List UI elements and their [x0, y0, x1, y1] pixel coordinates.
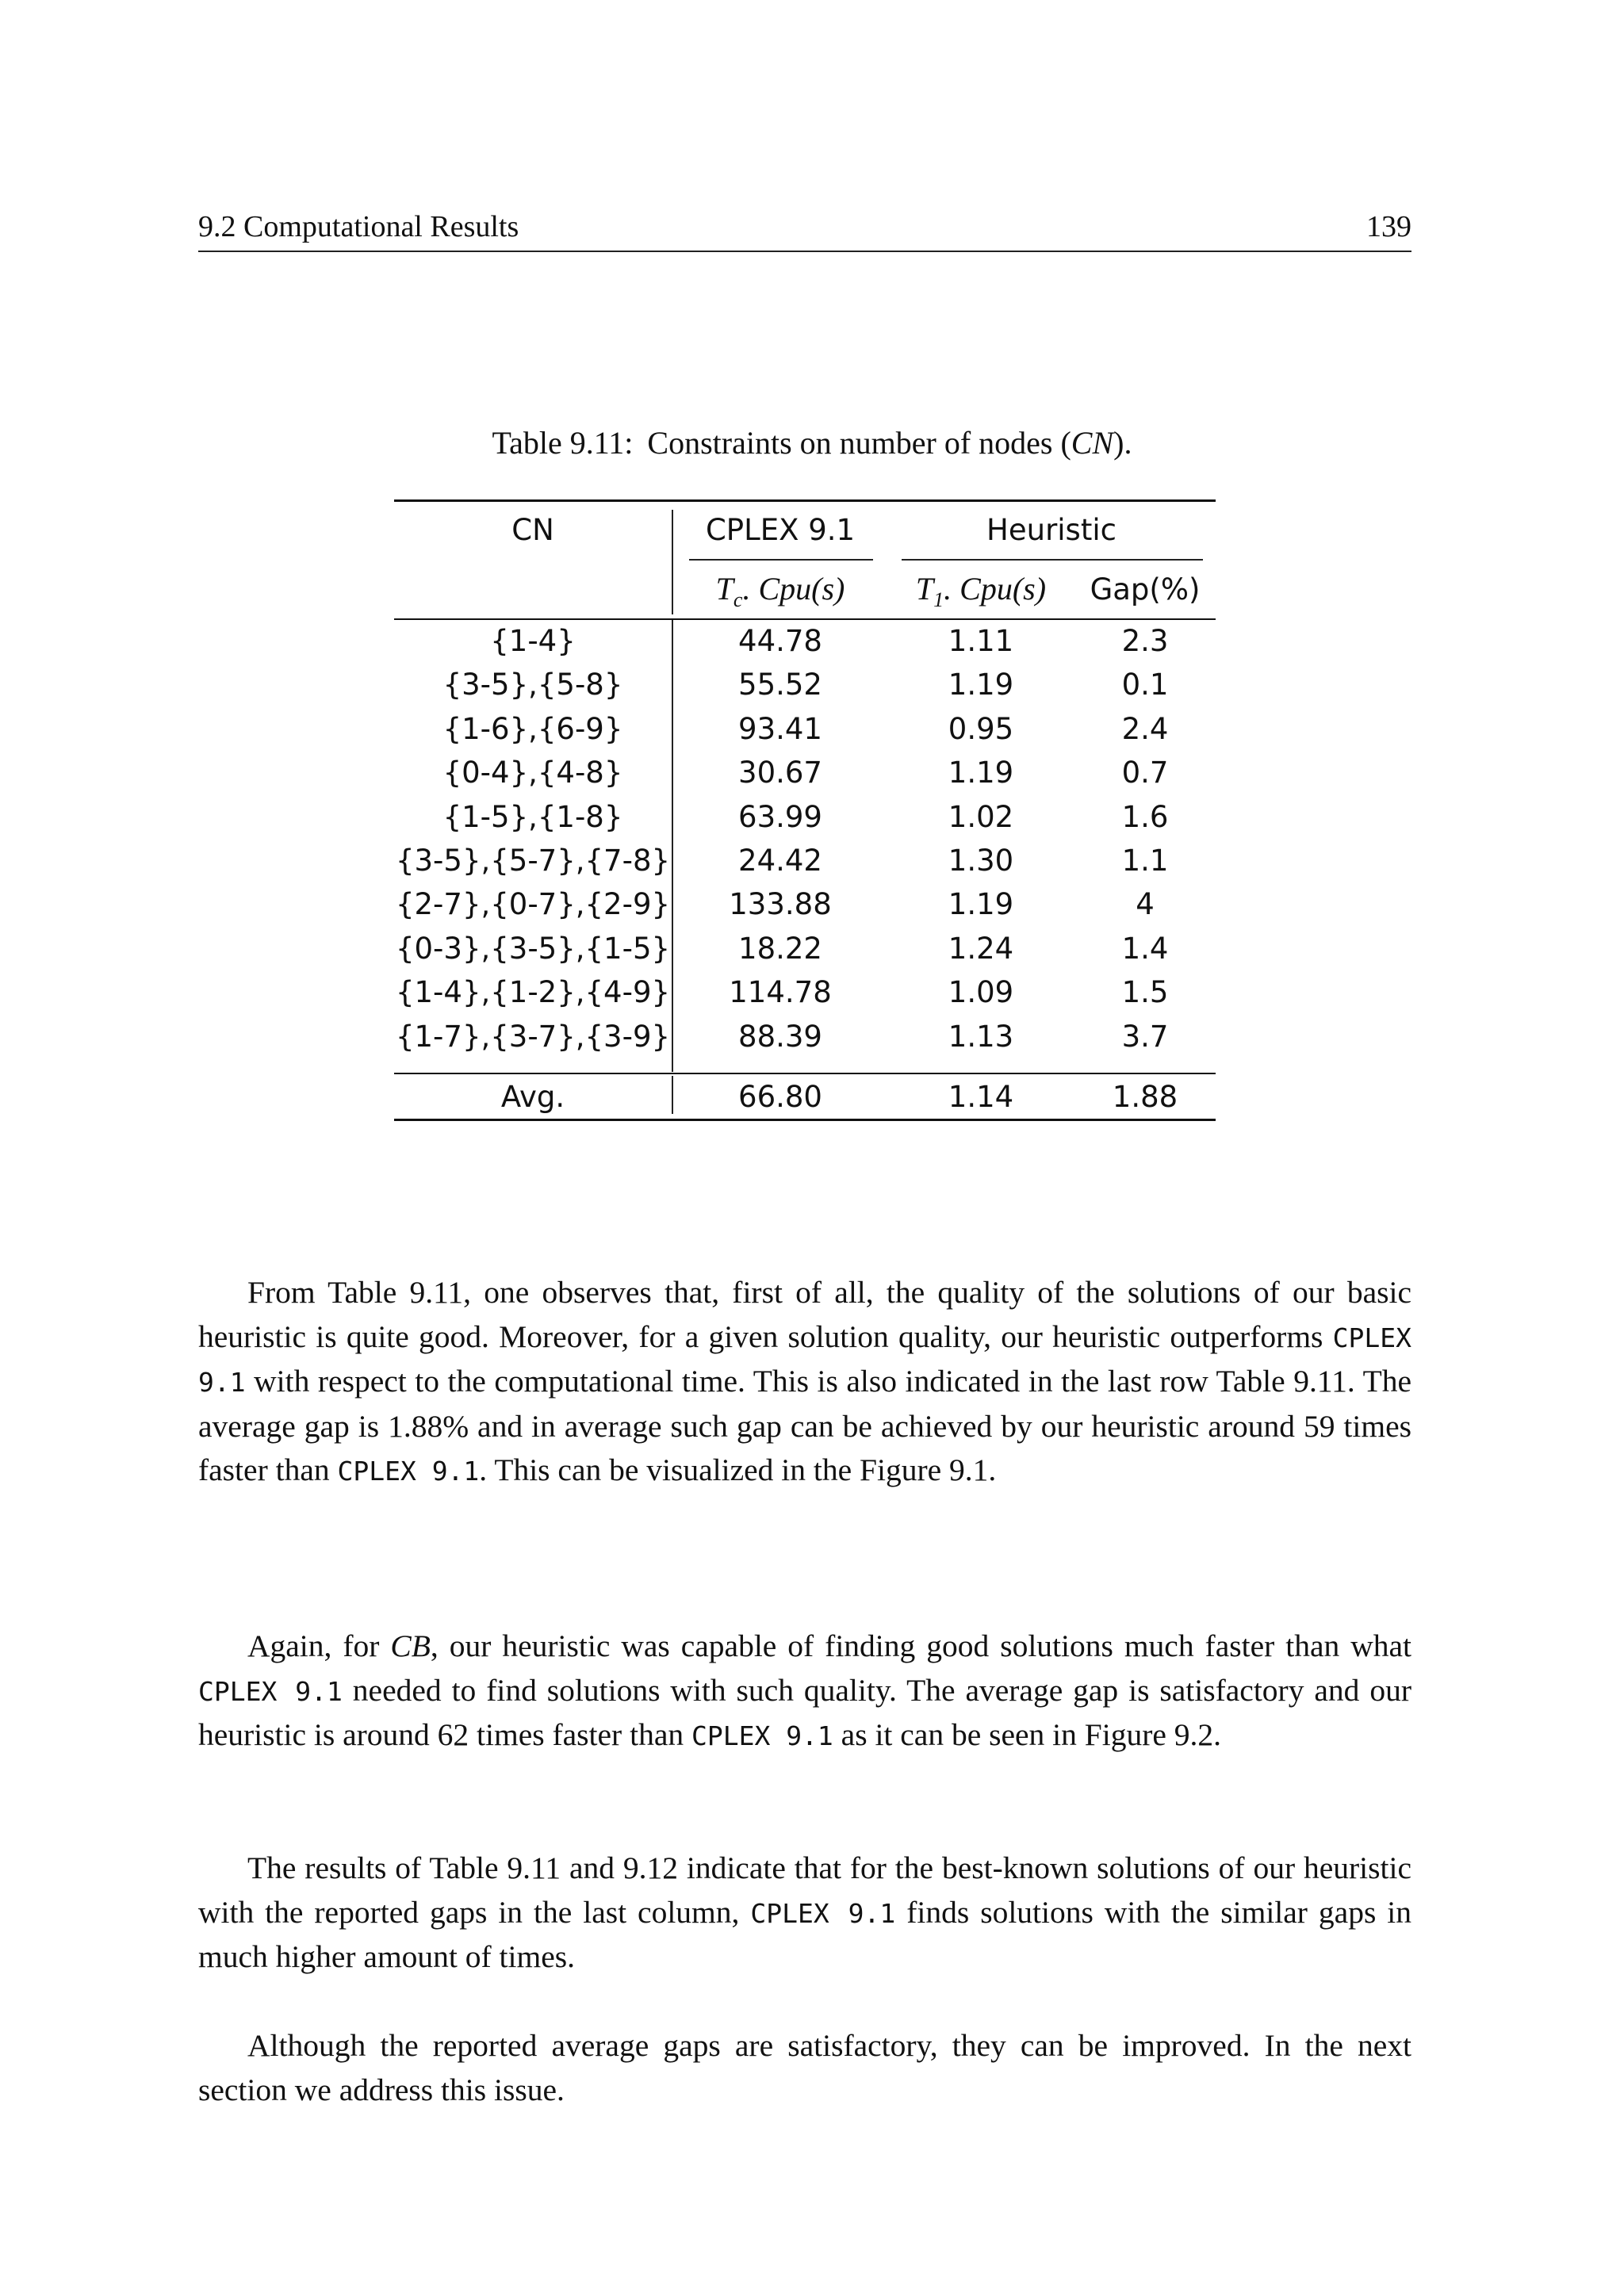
cell-t1: 1.09 [948, 975, 1014, 1010]
section-title: 9.2 Computational Results [198, 210, 519, 243]
avg-label: Avg. [500, 1080, 565, 1114]
cell-cn: {1-4} [490, 624, 576, 658]
paragraph-4: Although the reported average gaps are satisfactory, they can be improved. In the next section we address this issue. [198, 2028, 1411, 2107]
paragraph-2: Again, for CB, our heuristic was capable of finding good solutions much faster than what CPLEX 9.1 needed to find solutions with such quality. The average gap is satisfactory and our heuristic is around 62 times faster than CPLEX 9.1 as it can be seen in Figure 9.2. [198, 1628, 1412, 1752]
cell-tc: 88.39 [738, 1019, 822, 1054]
cell-t1: 1.13 [948, 1019, 1014, 1054]
code-cplex: CPLEX 9.1 [198, 1675, 343, 1707]
cell-gap: 2.4 [1121, 711, 1169, 746]
cell-t1: 1.02 [948, 799, 1014, 834]
header-cn: CN [511, 513, 554, 547]
avg-t1: 1.14 [948, 1080, 1014, 1114]
cell-gap: 0.7 [1121, 756, 1169, 790]
cell-cn: {1-7},{3-7},{3-9} [395, 1019, 671, 1054]
cell-tc: 93.41 [738, 711, 822, 746]
code-cplex: CPLEX 9.1 [691, 1720, 833, 1751]
cell-t1: 1.30 [948, 844, 1014, 878]
cell-tc: 114.78 [729, 975, 832, 1010]
cell-gap: 3.7 [1121, 1019, 1169, 1054]
cell-cn: {1-5},{1-8} [442, 799, 623, 834]
code-cplex: CPLEX 9.1 [750, 1897, 896, 1929]
table-bottom-rule [394, 1119, 1216, 1121]
heuristic-cmidrule [902, 559, 1203, 561]
cell-cn: {3-5},{5-7},{7-8} [395, 844, 671, 878]
header-cplex: CPLEX 9.1 [705, 513, 856, 547]
cell-t1: 1.11 [948, 624, 1014, 658]
paragraph-3: The results of Table 9.11 and 9.12 indicate that for the best-known solutions of our heuristic with the reported gaps in the last column, CPLEX 9.1 finds solutions with the similar gaps in much higher amount of times. [198, 1850, 1412, 1974]
cell-tc: 133.88 [729, 887, 832, 922]
avg-gap: 1.88 [1112, 1080, 1178, 1114]
cell-tc: 24.42 [738, 844, 822, 878]
header-tc-cpu: $T_c$. Cpu(s) [715, 571, 845, 611]
cell-tc: 18.22 [738, 931, 822, 966]
cplex-cmidrule [689, 559, 873, 561]
table-caption-end: ). [1113, 425, 1132, 461]
cell-cn: {1-4},{1-2},{4-9} [395, 975, 671, 1010]
cell-gap: 1.5 [1121, 975, 1169, 1010]
cell-tc: 55.52 [738, 668, 822, 702]
cell-gap: 1.6 [1121, 799, 1169, 834]
cell-tc: 63.99 [738, 799, 822, 834]
header-t1-cpu: $T_1$. Cpu(s) [915, 571, 1047, 611]
cell-gap: 1.4 [1121, 931, 1169, 966]
paragraph-1: From Table 9.11, one observes that, first of all, the quality of the solutions of our basic heuristic is quite good. Moreover, for a given solution quality, our heuristic outperforms CPLEX 9.1 with respect to the computational time. This is also indicated in the last row Table 9.11. The average gap is 1.88% and in average such gap can be achieved by our heuristic around 59 times faster than CPLEX 9.1. This can be visualized in the Figure 9.1. [198, 1275, 1411, 1487]
table-caption-text: Constraints on number of nodes ( [647, 425, 1071, 461]
cell-t1: 1.19 [948, 887, 1014, 922]
cell-t1: 1.19 [948, 756, 1014, 790]
header-bottom-rule [394, 618, 1216, 620]
cell-cn: {3-5},{5-8} [442, 668, 623, 702]
header-vertical-rule [672, 510, 673, 614]
cell-gap: 2.3 [1121, 624, 1169, 658]
cell-gap: 4 [1136, 887, 1155, 922]
cell-cn: {0-3},{3-5},{1-5} [395, 931, 671, 966]
header-heuristic: Heuristic [986, 513, 1116, 547]
header-gap: Gap(%) [1090, 572, 1201, 607]
table-caption-abbrev: CN [1071, 425, 1114, 461]
table-caption [0, 424, 1624, 461]
cell-tc: 44.78 [738, 624, 822, 658]
cell-cn: {1-6},{6-9} [442, 711, 623, 746]
cell-t1: 0.95 [948, 711, 1014, 746]
table-top-rule [394, 499, 1216, 502]
abbrev-cb: CB [390, 1628, 431, 1663]
avg-tc: 66.80 [738, 1080, 822, 1114]
table-caption-label: Table 9.11: [492, 425, 634, 461]
avg-top-rule [394, 1073, 1216, 1074]
cell-gap: 1.1 [1121, 844, 1169, 878]
cell-cn: {0-4},{4-8} [442, 756, 623, 790]
cell-t1: 1.19 [948, 668, 1014, 702]
page-number: 139 [1366, 210, 1411, 243]
code-cplex: CPLEX 9.1 [198, 1322, 1411, 1398]
code-cplex: CPLEX 9.1 [337, 1456, 480, 1487]
cell-t1: 1.24 [948, 931, 1014, 966]
cell-gap: 0.1 [1121, 668, 1169, 702]
running-header [198, 208, 1411, 252]
cell-tc: 30.67 [738, 756, 822, 790]
cell-cn: {2-7},{0-7},{2-9} [395, 887, 671, 922]
